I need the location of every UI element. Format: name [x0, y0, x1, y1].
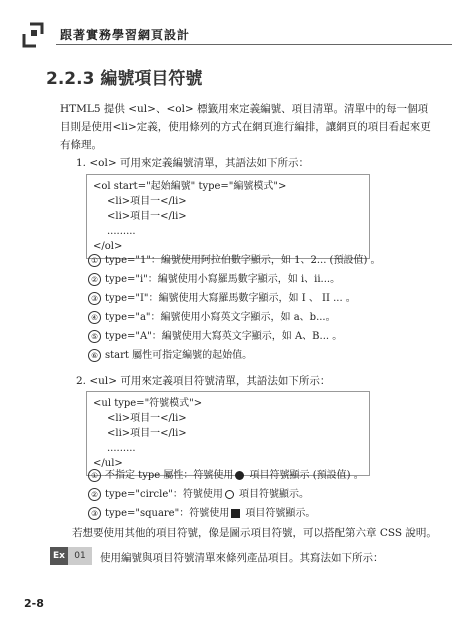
circled-number-icon: ⑥: [88, 349, 101, 362]
ul-option-2: ② type="circle"：符號使用 項目符號顯示。: [88, 485, 309, 501]
example-badge: [50, 547, 92, 565]
book-logo-icon: [22, 20, 50, 48]
section-title: 2.2.3 編號項目符號: [46, 69, 203, 89]
ul-option-3: ③ type="square"：符號使用 項目符號顯示。: [88, 504, 315, 520]
css-note: 若想要使用其他的項目符號，像是圖示項目符號，可以搭配第六章 CSS 說明。: [72, 527, 437, 539]
code-line: <li>項目一</li>: [107, 196, 187, 207]
ol-option-2: ② type="i"：編號使用小寫羅馬數字顯示，如 i、ii...。: [88, 270, 340, 286]
circled-number-icon: ①: [88, 469, 101, 482]
code-line: <li>項目一</li>: [107, 211, 187, 222]
example-number: 01: [68, 547, 92, 565]
ol-syntax-code-box: [86, 174, 370, 259]
disc-bullet-icon: [235, 471, 244, 480]
code-line: <li>項目一</li>: [107, 413, 187, 424]
circled-number-icon: ④: [88, 311, 101, 324]
ol-option-1: ① type="1"：編號使用阿拉伯數字顯示，如 1、2... (預設值) 。: [88, 251, 381, 267]
ol-option-4: ④ type="a"：編號使用小寫英文字顯示，如 a、b...。: [88, 308, 336, 324]
circle-bullet-icon: [225, 490, 234, 499]
code-line: </ol>: [93, 241, 123, 252]
code-line: .........: [107, 443, 136, 454]
intro-line-3: 有條理。: [60, 139, 102, 151]
example-tag: Ex: [50, 547, 68, 565]
ol-option-6: ⑥ start 屬性可指定編號的起始值。: [88, 346, 252, 362]
square-bullet-icon: [231, 509, 240, 518]
page-number: 2-8: [24, 597, 44, 610]
ol-option-3: ③ type="I"：編號使用大寫羅馬數字顯示，如 I 、 II ... 。: [88, 289, 356, 305]
circled-number-icon: ②: [88, 273, 101, 286]
code-line: <li>項目一</li>: [107, 428, 187, 439]
code-line: <ol start="起始編號" type="編號模式">: [93, 181, 287, 192]
circled-number-icon: ⑤: [88, 330, 101, 343]
running-header-title: 跟著實務學習網頁設計: [60, 28, 191, 42]
ul-option-1: ① 不指定 type 屬性：符號使用 項目符號顯示 (預設值) 。: [88, 466, 364, 482]
intro-line-2: 目則是使用<li>定義，使用條列的方式在網頁進行編排，讓網頁的項目看起來更: [60, 121, 431, 133]
code-line: <ul type="符號模式">: [93, 398, 203, 409]
ol-option-5: ⑤ type="A"：編號使用大寫英文字顯示，如 A、B... 。: [88, 327, 342, 343]
circled-number-icon: ③: [88, 292, 101, 305]
circled-number-icon: ①: [88, 254, 101, 267]
intro-paragraph: [60, 100, 432, 154]
header-rule: [56, 44, 452, 45]
item-2-heading: 2. <ul> 可用來定義項目符號清單，其語法如下所示：: [76, 375, 331, 387]
code-line: </ul>: [93, 458, 123, 469]
intro-line-1: HTML5 提供 <ul>、<ol> 標籤用來定義編號、項目清單。清單中的每一個項: [60, 103, 429, 115]
example-text: 使用編號與項目符號清單來條列產品項目。其寫法如下所示：: [100, 552, 384, 564]
circled-number-icon: ③: [88, 507, 101, 520]
circled-number-icon: ②: [88, 488, 101, 501]
ul-syntax-code-box: [86, 391, 370, 476]
code-line: .........: [107, 226, 136, 237]
item-1-heading: 1. <ol> 可用來定義編號清單，其語法如下所示：: [76, 157, 309, 169]
